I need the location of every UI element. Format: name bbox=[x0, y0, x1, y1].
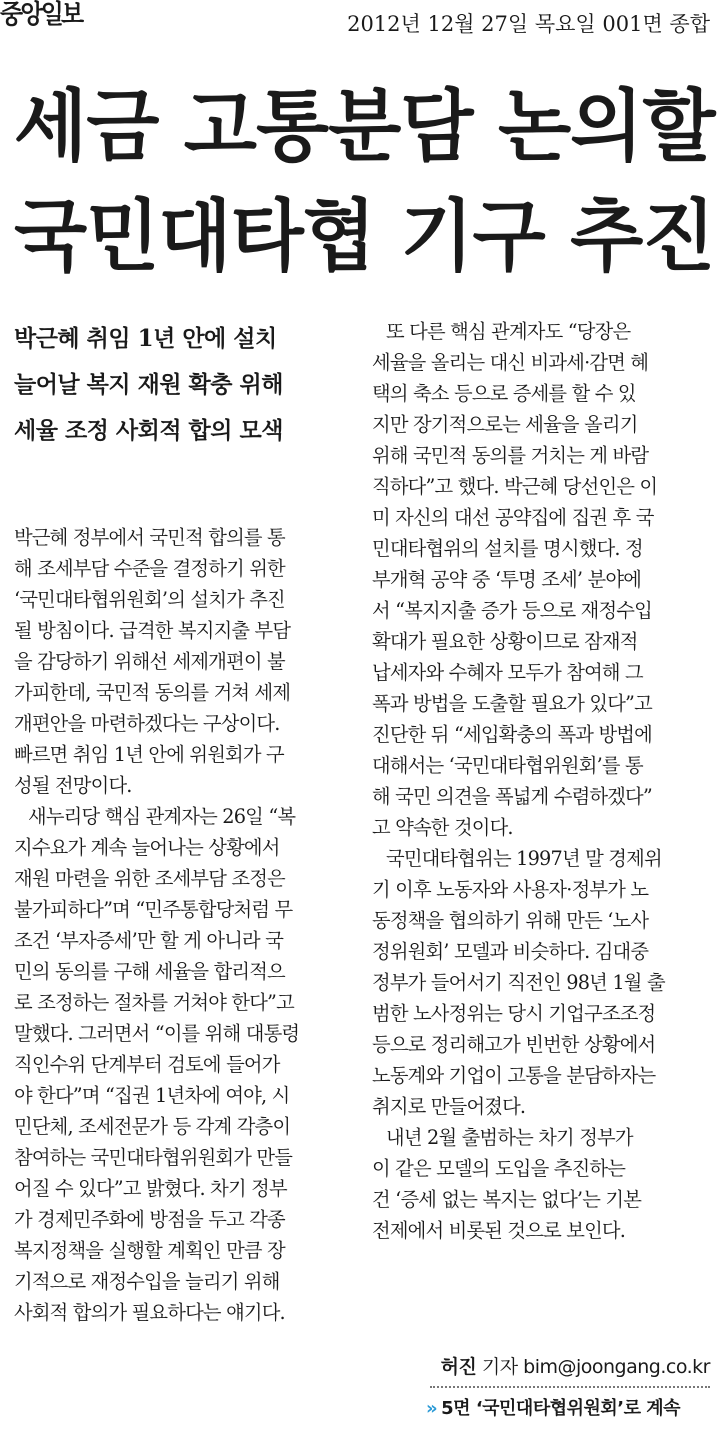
left-body-line: 될 방침이다. 급격한 복지지출 부담 bbox=[14, 619, 291, 642]
right-body-line: 택의 축소 등으로 증세를 할 수 있 bbox=[372, 382, 636, 405]
left-body-line: ‘국민대타협위원회’의 설치가 추진 bbox=[14, 588, 285, 611]
subheads bbox=[14, 316, 350, 454]
byline-divider bbox=[430, 1386, 710, 1388]
reporter-role: 기자 bbox=[481, 1356, 518, 1378]
left-body-line: 말했다. 그러면서 “이를 위해 대통령 bbox=[14, 1022, 300, 1045]
left-body-line: 참여하는 국민대타협위원회가 만들 bbox=[14, 1146, 293, 1169]
headline-line-2: 국민대타협 기구 추진 bbox=[14, 191, 715, 282]
left-body-line: 조건 ‘부자증세’만 할 게 아니라 국 bbox=[14, 929, 284, 952]
right-body-line: 이 같은 모델의 도입을 추진하는 bbox=[372, 1157, 626, 1180]
right-body-line: 부개혁 공약 중 ‘투명 조세’ 분야에 bbox=[372, 568, 642, 591]
right-body-line: 해 국민 의견을 폭넓게 수렴하겠다” bbox=[372, 785, 652, 808]
right-body-line: 고 약속한 것이다. bbox=[372, 816, 513, 839]
right-body-line: 동정책을 협의하기 위해 만든 ‘노사 bbox=[372, 909, 649, 932]
right-article-body bbox=[372, 316, 710, 1246]
left-body-line: 박근혜 정부에서 국민적 합의를 통 bbox=[14, 526, 285, 549]
left-body-line: 지수요가 계속 늘어나는 상황에서 bbox=[14, 836, 280, 859]
right-body-line: 또 다른 핵심 관계자도 “당장은 bbox=[386, 320, 631, 343]
right-body-line: 전제에서 비롯된 것으로 보인다. bbox=[372, 1219, 626, 1242]
right-body-line: 대해서는 ‘국민대타협위원회’를 통 bbox=[372, 754, 643, 777]
subhead-3: 세율 조정 사회적 합의 모색 bbox=[14, 417, 283, 444]
subhead-1: 박근혜 취임 1년 안에 설치 bbox=[14, 325, 277, 352]
right-body-line: 취지로 만들어졌다. bbox=[372, 1095, 526, 1118]
right-body-line: 지만 장기적으로는 세율을 올리기 bbox=[372, 413, 638, 436]
left-body-line: 민단체, 조세전문가 등 각계 각층이 bbox=[14, 1115, 291, 1138]
left-body-line: 개편안을 마련하겠다는 구상이다. bbox=[14, 712, 280, 735]
left-body-line: 사회적 합의가 필요하다는 얘기다. bbox=[14, 1301, 285, 1324]
right-body-line: 정부가 들어서기 직전인 98년 1월 출 bbox=[372, 971, 665, 994]
masthead bbox=[0, 0, 720, 40]
left-body-line: 복지정책을 실행할 계획인 만큼 장 bbox=[14, 1239, 285, 1262]
right-body-line: 기 이후 노동자와 사용자·정부가 노 bbox=[372, 878, 649, 901]
right-body-line: 민대타협위의 설치를 명시했다. 정 bbox=[372, 537, 643, 560]
left-body-line: 빠르면 취임 1년 안에 위원회가 구 bbox=[14, 743, 284, 766]
left-body-line: 어질 수 있다”고 밝혔다. 차기 정부 bbox=[14, 1177, 287, 1200]
right-body-line: 등으로 정리해고가 빈번한 상황에서 bbox=[372, 1033, 656, 1056]
right-body-line: 건 ‘증세 없는 복지는 없다’는 기본 bbox=[372, 1188, 642, 1211]
headline bbox=[14, 72, 714, 292]
right-body-line: 범한 노사정위는 당시 기업구조조정 bbox=[372, 1002, 656, 1025]
right-body-line: 직하다”고 했다. 박근혜 당선인은 이 bbox=[372, 475, 658, 498]
left-body-line: 로 조정하는 절차를 거쳐야 한다”고 bbox=[14, 991, 294, 1014]
left-body-line: 가피한데, 국민적 동의를 거쳐 세제 bbox=[14, 681, 291, 704]
right-body-line: 진단한 뒤 “세입확충의 폭과 방법에 bbox=[372, 723, 652, 746]
right-body-line: 서 “복지지출 증가 등으로 재정수입 bbox=[372, 599, 652, 622]
reporter-name: 허진 bbox=[440, 1356, 477, 1378]
left-column bbox=[14, 316, 350, 1324]
left-body-line: 새누리당 핵심 관계자는 26일 “복 bbox=[28, 805, 296, 828]
right-body-line: 내년 2월 출범하는 차기 정부가 bbox=[386, 1126, 633, 1149]
byline bbox=[372, 1352, 710, 1382]
continue-arrow-icon: » bbox=[426, 1398, 438, 1419]
left-article-body bbox=[14, 522, 350, 1328]
left-body-line: 야 한다”며 “집권 1년차에 여야, 시 bbox=[14, 1084, 290, 1107]
left-body-line: 을 감당하기 위해선 세제개편이 불 bbox=[14, 650, 285, 673]
right-body-line: 국민대타협위는 1997년 말 경제위 bbox=[386, 847, 662, 870]
left-body-line: 재원 마련을 위한 조세부담 조정은 bbox=[14, 867, 285, 890]
right-body-line: 폭과 방법을 도출할 필요가 있다”고 bbox=[372, 692, 652, 715]
left-body-line: 민의 동의를 구해 세율을 합리적으 bbox=[14, 960, 285, 983]
right-body-line: 위해 국민적 동의를 거치는 게 바람 bbox=[372, 444, 649, 467]
right-body-line: 미 자신의 대선 공약집에 집권 후 국 bbox=[372, 506, 654, 529]
left-body-line: 불가피하다”며 “민주통합당처럼 무 bbox=[14, 898, 293, 921]
right-body-line: 정위원회’ 모델과 비슷하다. 김대중 bbox=[372, 940, 649, 963]
left-body-line: 성될 전망이다. bbox=[14, 774, 132, 797]
right-body-line: 납세자와 수혜자 모두가 참여해 그 bbox=[372, 661, 643, 684]
right-body-line: 확대가 필요한 상황이므로 잠재적 bbox=[372, 630, 638, 653]
left-body-line: 직인수위 단계부터 검토에 들어가 bbox=[14, 1053, 280, 1076]
headline-line-1: 세금 고통분담 논의할 bbox=[14, 81, 715, 172]
left-body-line: 가 경제민주화에 방점을 두고 각종 bbox=[14, 1208, 285, 1231]
continuation-note bbox=[426, 1394, 712, 1424]
continuation-text: 5면 ‘국민대타협위원회’로 계속 bbox=[441, 1398, 681, 1419]
subhead-2: 늘어날 복지 재원 확충 위해 bbox=[14, 371, 283, 398]
dateline: 2012년 12월 27일 목요일 001면 종합 bbox=[347, 12, 710, 36]
newspaper-logo: 중앙일보 bbox=[0, 0, 82, 30]
reporter-email[interactable]: bim@joongang.co.kr bbox=[523, 1356, 710, 1378]
right-body-line: 노동계와 기업이 고통을 분담하자는 bbox=[372, 1064, 656, 1087]
left-body-line: 해 조세부담 수준을 결정하기 위한 bbox=[14, 557, 285, 580]
left-body-line: 기적으로 재정수입을 늘리기 위해 bbox=[14, 1270, 280, 1293]
right-body-line: 세율을 올리는 대신 비과세·감면 혜 bbox=[372, 351, 649, 374]
